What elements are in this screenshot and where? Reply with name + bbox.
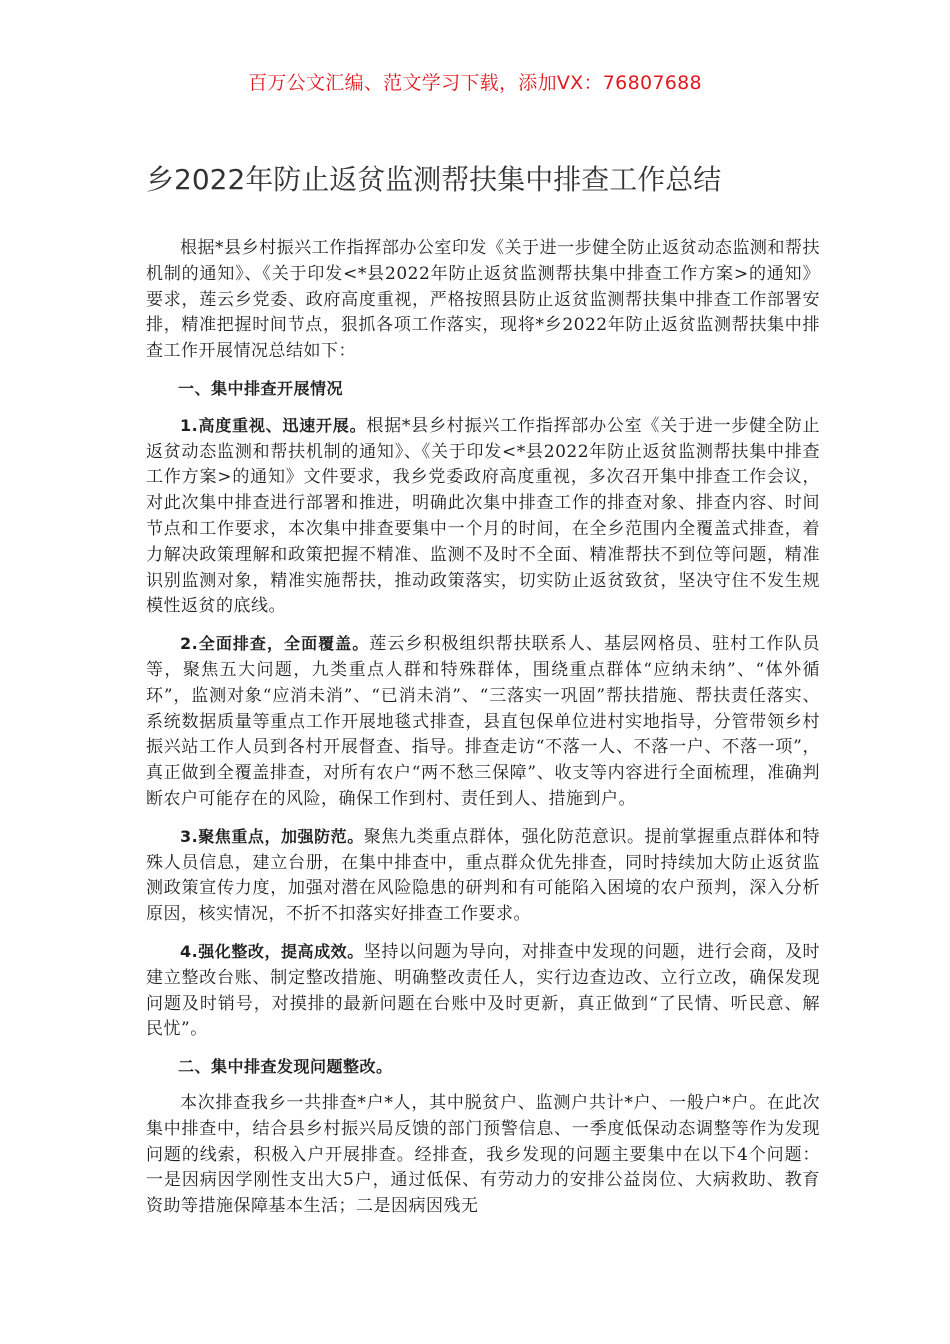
item-lead: 4.强化整改，提高成效。 xyxy=(180,941,364,961)
list-item xyxy=(146,824,820,928)
item-text: 莲云乡积极组织帮扶联系人、基层网格员、驻村工作队员等，聚焦五大问题，九类重点人群和特殊群体，围绕重点群体“应纳未纳”、“体外循环”，监测对象“应消未消”、“已消未消”、“三落实一巩固”帮扶措施、帮扶责任落实、系统数据质量等重点工作开展地毯式排查，县直包保单位进村实地指导，分管带领乡村振兴站工作人员到各村开展督查、指导。排查走访“不落一人、不落一户、不落一项”，真正做到全覆盖排查，对所有农户“两不愁三保障”、收支等内容进行全面梳理，准确判断农户可能存在的风险，确保工作到村、责任到人、措施到户。 xyxy=(146,634,821,809)
section2-paragraph: 本次排查我乡一共排查*户*人，其中脱贫户、监测户共计*户、一般户*户。在此次集中排查中，结合县乡村振兴局反馈的部门预警信息、一季度低保动态调整等作为发现问题的线索，积极入户开展排查。经排查，我乡发现的问题主要集中在以下4个问题：一是因病因学刚性支出大5户，通过低保、有劳动力的安排公益岗位、大病救助、教育资助等措施保障基本生活；二是因病因残无 xyxy=(146,1092,820,1217)
promo-banner: 百万公文汇编、范文学习下载，添加VX：76807688 xyxy=(248,72,702,94)
document-title: 乡2022年防止返贫监测帮扶集中排查工作总结 xyxy=(146,163,722,196)
item-text: 坚持以问题为导向，对排查中发现的问题，进行会商，及时建立整改台账、制定整改措施、明确整改责任人，实行边查边改、立行立改，确保发现问题及时销号，对摸排的最新问题在台账中及时更新，真正做到“了民情、听民意、解民忧”。 xyxy=(146,941,821,1040)
item-lead: 1.高度重视、迅速开展。 xyxy=(180,415,367,435)
intro-paragraph: 根据*县乡村振兴工作指挥部办公室印发《关于进一步健全防止返贫动态监测和帮扶机制的通知》、《关于印发<*县2022年防止返贫监测帮扶集中排查工作方案>的通知》要求，莲云乡党委、政府高度重视，严格按照县防止返贫监测帮扶集中排查工作部署安排，精准把握时间节点，狠抓各项工作落实，现将*乡2022年防止返贫监测帮扶集中排查工作开展情况总结如下： xyxy=(146,238,820,362)
list-item xyxy=(146,939,820,1043)
list-item xyxy=(146,413,820,620)
document-body xyxy=(146,236,820,1231)
section-heading-2: 二、集中排查发现问题整改。 xyxy=(178,1057,393,1077)
item-text: 聚焦九类重点群体，强化防范意识。提前掌握重点群体和特殊人员信息，建立台册，在集中排查中，重点群众优先排查，同时持续加大防止返贫监测政策宣传力度，加强对潜在风险隐患的研判和有可能陷入困境的农户预判，深入分析原因，核实情况，不折不扣落实好排查工作要求。 xyxy=(146,826,821,925)
item-lead: 2.全面排查，全面覆盖。 xyxy=(180,634,370,654)
section-heading-1: 一、集中排查开展情况 xyxy=(178,378,344,398)
item-lead: 3.聚焦重点，加强防范。 xyxy=(180,826,364,846)
list-item xyxy=(146,631,820,813)
item-text: 根据*县乡村振兴工作指挥部办公室《关于进一步健全防止返贫动态监测和帮扶机制的通知》、《关于印发<*县2022年防止返贫监测帮扶集中排查工作方案>的通知》文件要求，我乡党委政府高度重视，多次召开集中排查工作会议，对此次集中排查进行部署和推进，明确此次集中排查工作的排查对象、排查内容、时间节点和工作要求，本次集中排查要集中一个月的时间，在全乡范围内全覆盖式排查，着力解决政策理解和政策把握不精准、监测不及时不全面、精准帮扶不到位等问题，精准识别监测对象，精准实施帮扶，推动政策落实，切实防止返贫致贫，坚决守住不发生规模性返贫的底线。 xyxy=(146,415,820,617)
